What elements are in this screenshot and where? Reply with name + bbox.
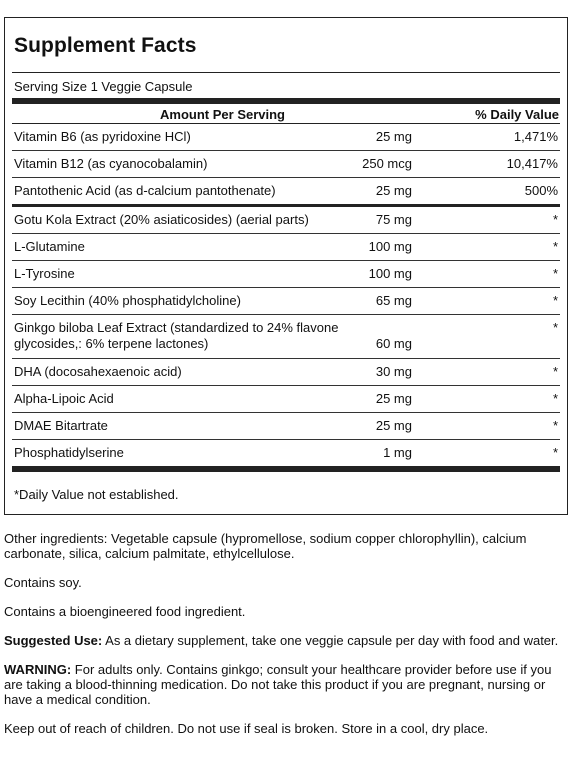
amount-per-serving-header: Amount Per Serving (160, 107, 285, 122)
allergen-statement: Contains soy. (4, 575, 82, 590)
nutrient-name: Vitamin B12 (as cyanocobalamin) (14, 156, 208, 171)
other-ingredients: Other ingredients: Vegetable capsule (hypromellose, sodium copper chlorophyllin), calcium carbonate, silica, calcium palmitate, ethylcellulose. (4, 531, 527, 561)
additional-info (4, 531, 564, 736)
nutrient-table (12, 124, 560, 472)
table-row (12, 234, 560, 261)
ingredient-amount: 1 mg (383, 445, 412, 460)
table-row (12, 315, 560, 359)
ingredient-amount: 100 mg (368, 239, 412, 254)
ingredient-name: Alpha-Lipoic Acid (14, 391, 114, 406)
ingredient-name: DHA (docosahexaenoic acid) (14, 364, 182, 379)
ingredient-amount: 25 mg (375, 391, 412, 406)
ingredient-amount: 100 mg (368, 266, 412, 281)
warning-label: WARNING: (4, 662, 72, 677)
storage-statement: Keep out of reach of children. Do not use if seal is broken. Store in a cool, dry place. (4, 721, 489, 736)
ingredient-daily-value: * (552, 391, 558, 406)
serving-size: Serving Size 1 Veggie Capsule (14, 79, 193, 94)
ingredient-name: Gotu Kola Extract (20% asiaticosides) (aerial parts) (14, 212, 309, 227)
suggested-use (4, 633, 564, 648)
suggested-use-label: Suggested Use: (4, 633, 103, 648)
ingredient-daily-value: * (552, 239, 558, 254)
table-row (12, 151, 560, 178)
nutrient-amount: 25 mg (375, 183, 412, 198)
table-row (12, 359, 560, 386)
ingredient-daily-value: * (552, 320, 558, 335)
bioengineered-statement: Contains a bioengineered food ingredient. (4, 604, 246, 619)
nutrient-amount: 25 mg (375, 129, 412, 144)
ingredient-daily-value: * (552, 266, 558, 281)
nutrient-daily-value: 1,471% (513, 129, 558, 144)
serving-divider (12, 98, 560, 104)
ingredient-daily-value: * (552, 293, 558, 308)
title-divider (12, 72, 560, 73)
ingredient-amount: 30 mg (375, 364, 412, 379)
table-row (12, 261, 560, 288)
supplement-facts-panel (4, 17, 568, 515)
ingredient-daily-value: * (552, 445, 558, 460)
nutrient-daily-value: 500% (524, 183, 558, 198)
panel-title: Supplement Facts (14, 34, 197, 57)
table-row (12, 178, 560, 207)
daily-value-footnote: *Daily Value not established. (14, 487, 179, 502)
nutrient-name: Pantothenic Acid (as d-calcium pantothenate) (14, 183, 276, 198)
nutrient-name: Vitamin B6 (as pyridoxine HCl) (14, 129, 191, 144)
ingredient-amount: 75 mg (375, 212, 412, 227)
ingredient-amount: 65 mg (375, 293, 412, 308)
table-row (12, 386, 560, 413)
nutrient-daily-value: 10,417% (506, 156, 558, 171)
table-row (12, 413, 560, 440)
ingredient-name: L-Glutamine (14, 239, 85, 254)
ingredient-name: DMAE Bitartrate (14, 418, 108, 433)
table-row (12, 124, 560, 151)
table-row (12, 440, 560, 472)
nutrient-amount: 250 mcg (362, 156, 412, 171)
suggested-use-text: As a dietary supplement, take one veggie capsule per day with food and water. (102, 633, 559, 648)
warning-text: For adults only. Contains ginkgo; consult your healthcare provider before use if you are taking a blood-thinning medication. Do not take this product if you are pregnant, nursing or have a medical condition. (4, 662, 552, 707)
ingredient-name: L-Tyrosine (14, 266, 75, 281)
table-row (12, 288, 560, 315)
ingredient-amount: 25 mg (375, 418, 412, 433)
warning (4, 662, 564, 707)
ingredient-name: Phosphatidylserine (14, 445, 124, 460)
ingredient-name: Ginkgo biloba Leaf Extract (standardized to 24% flavone glycosides,: 6% terpene lactones) (14, 320, 339, 351)
daily-value-header: % Daily Value (475, 107, 559, 122)
ingredient-amount: 60 mg (375, 336, 412, 351)
ingredient-daily-value: * (552, 212, 558, 227)
ingredient-name: Soy Lecithin (40% phosphatidylcholine) (14, 293, 241, 308)
ingredient-daily-value: * (552, 364, 558, 379)
table-row (12, 207, 560, 234)
ingredient-daily-value: * (552, 418, 558, 433)
